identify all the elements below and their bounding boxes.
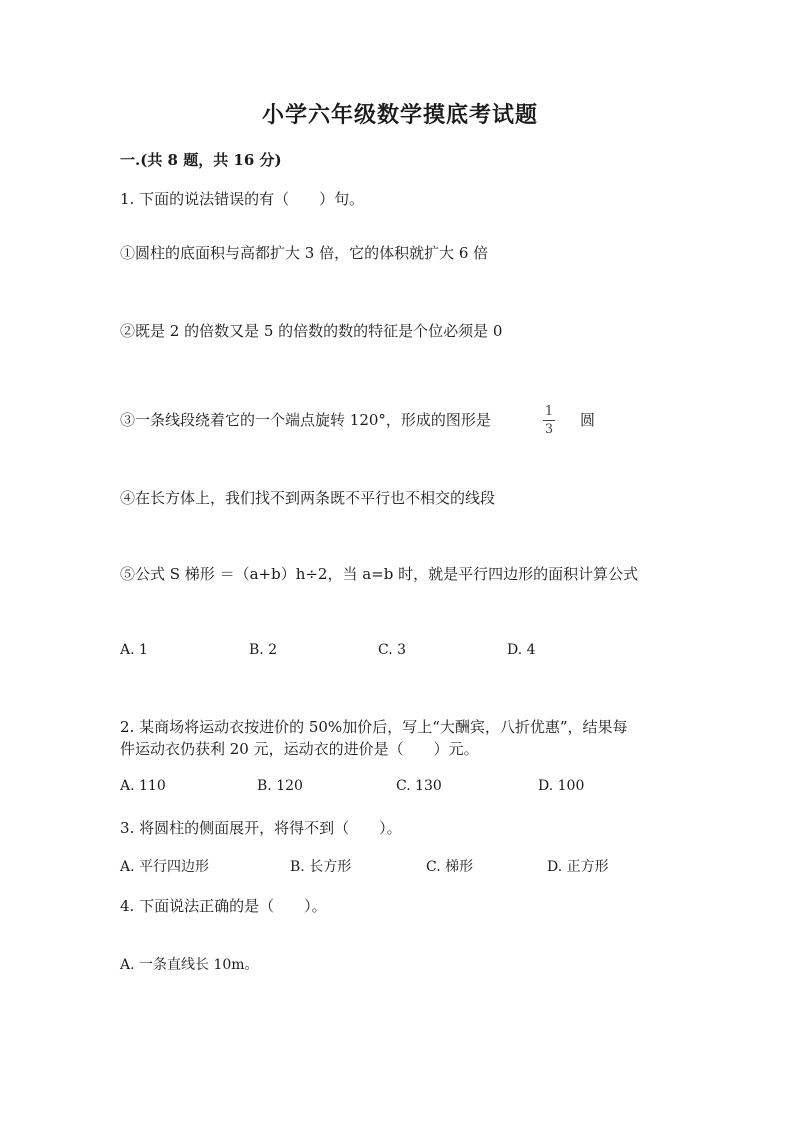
question-4-stem: 4. 下面说法正确的是（ ）。 <box>120 897 327 915</box>
question-1-option-b: B. 2 <box>249 642 278 658</box>
question-2-option-a: A. 110 <box>120 778 166 794</box>
question-1-option-d: D. 4 <box>507 642 536 658</box>
question-3-option-a: A. 平行四边形 <box>120 859 210 875</box>
question-4-option-a: A. 一条直线长 10m。 <box>120 957 259 973</box>
question-2-option-d: D. 100 <box>538 778 585 794</box>
fraction-one-third <box>538 404 560 437</box>
question-3-option-b: B. 长方形 <box>290 859 352 875</box>
page-title: 小学六年级数学摸底考试题 <box>261 102 538 128</box>
question-1-stem: 1. 下面的说法错误的有（ ）句。 <box>120 190 365 208</box>
question-1-option-a: A. 1 <box>120 642 148 658</box>
question-3-option-c: C. 梯形 <box>426 859 474 875</box>
question-1-statement-3: ③一条线段绕着它的一个端点旋转 120°，形成的图形是 <box>120 411 491 429</box>
question-2-option-c: C. 130 <box>396 778 442 794</box>
question-1-statement-4: ④在长方体上，我们找不到两条既不平行也不相交的线段 <box>120 489 496 507</box>
question-2-stem-line-1: 2. 某商场将运动衣按进价的 50%加价后，写上“大酬宾，八折优惠”，结果每 <box>120 718 628 736</box>
section-heading: 一.(共 8 题，共 16 分) <box>120 151 282 169</box>
fraction-denominator: 3 <box>544 422 554 437</box>
question-1-statement-5: ⑤公式 S 梯形 ＝（a+b）h÷2，当 a=b 时，就是平行四边形的面积计算公式 <box>120 565 639 583</box>
question-1-statement-3-suffix: 圆 <box>580 411 596 429</box>
question-1-statement-1: ①圆柱的底面积与高都扩大 3 倍，它的体积就扩大 6 倍 <box>120 244 489 262</box>
question-1-statement-2: ②既是 2 的倍数又是 5 的倍数的数的特征是个位必须是 0 <box>120 322 503 340</box>
question-2-option-b: B. 120 <box>257 778 303 794</box>
question-1-option-c: C. 3 <box>378 642 407 658</box>
fraction-numerator: 1 <box>544 404 554 419</box>
question-3-option-d: D. 正方形 <box>547 859 609 875</box>
question-2-stem-line-2: 件运动衣仍获利 20 元，运动衣的进价是（ ）元。 <box>120 740 479 758</box>
fraction-bar <box>543 420 555 421</box>
question-3-stem: 3. 将圆柱的侧面展开，将得不到（ ）。 <box>120 819 402 837</box>
